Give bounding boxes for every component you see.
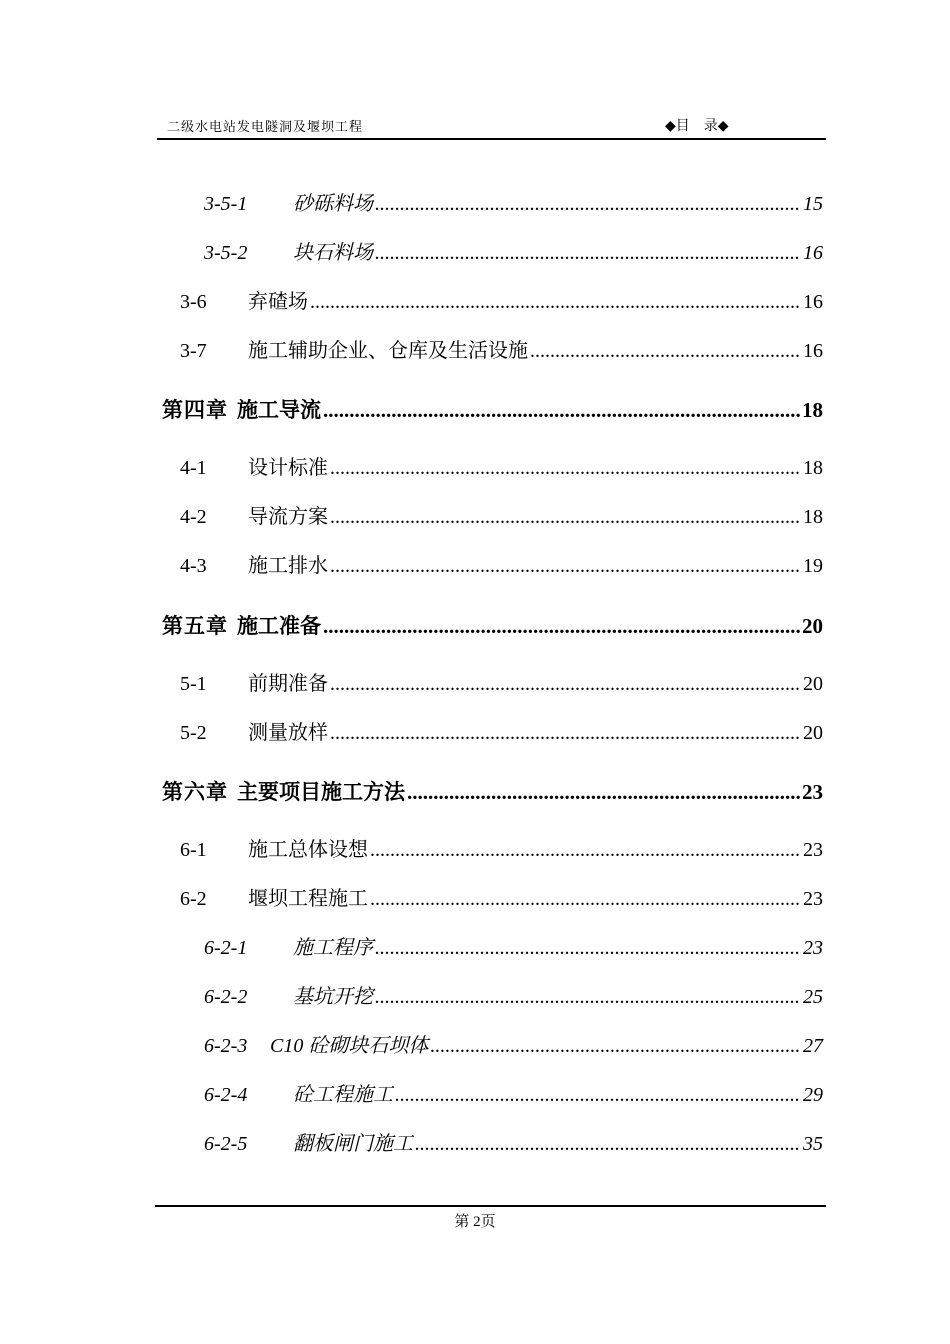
toc-entry[interactable] <box>204 239 823 267</box>
toc-number: 6-2-3 <box>204 1035 248 1057</box>
toc-page: 20 <box>803 673 823 695</box>
toc-chapter-number: 第四章 <box>162 398 228 422</box>
toc-leader <box>375 983 801 1011</box>
toc-entry[interactable] <box>180 670 823 698</box>
toc-leader <box>415 1130 801 1158</box>
toc-leader <box>323 396 800 424</box>
toc-title: 导流方案 <box>248 506 328 528</box>
toc-title: 砂砾料场 <box>293 193 373 215</box>
toc-page: 16 <box>803 291 823 313</box>
toc-number: 4-3 <box>180 555 207 577</box>
toc-number: 3-5-1 <box>204 193 248 215</box>
toc-entry[interactable] <box>180 503 823 531</box>
toc-number: 3-5-2 <box>204 242 248 264</box>
toc-page: 18 <box>803 457 823 479</box>
toc-entry[interactable] <box>204 983 823 1011</box>
toc-title: 施工总体设想 <box>248 839 368 861</box>
toc-number: 3-6 <box>180 291 207 313</box>
toc-entry[interactable] <box>180 552 823 580</box>
toc-leader <box>375 934 801 962</box>
toc-leader <box>330 503 801 531</box>
toc-leader <box>310 288 801 316</box>
toc-leader <box>530 337 801 365</box>
toc-page: 25 <box>803 986 823 1008</box>
toc-number: 6-2-2 <box>204 986 248 1008</box>
toc-page: 23 <box>802 780 823 804</box>
section-label: ◆目 录◆ <box>665 119 729 134</box>
toc-entry[interactable] <box>204 934 823 962</box>
toc-entry[interactable] <box>180 885 823 913</box>
toc-chapter-entry[interactable] <box>162 612 823 640</box>
toc-title: 施工程序 <box>293 937 373 959</box>
toc-page: 23 <box>803 839 823 861</box>
toc-title: 测量放样 <box>248 722 328 744</box>
toc-entry[interactable] <box>180 454 823 482</box>
page-header <box>157 112 826 140</box>
toc-number: 5-1 <box>180 673 207 695</box>
toc-title: 施工排水 <box>248 555 328 577</box>
toc-title: 前期准备 <box>248 673 328 695</box>
toc-page: 16 <box>803 340 823 362</box>
toc-page: 18 <box>802 398 823 422</box>
toc-title: 翻板闸门施工 <box>293 1133 413 1155</box>
toc-title: 砼工程施工 <box>293 1084 393 1106</box>
toc-chapter-entry[interactable] <box>162 778 823 806</box>
toc-page: 15 <box>803 193 823 215</box>
toc-entry[interactable] <box>180 288 823 316</box>
toc-title: 施工导流 <box>237 398 321 422</box>
footer-divider <box>155 1205 826 1207</box>
toc-number: 6-2-5 <box>204 1133 248 1155</box>
toc-page: 35 <box>803 1133 823 1155</box>
toc-leader <box>395 1081 801 1109</box>
toc-entry[interactable] <box>180 337 823 365</box>
toc-chapter-entry[interactable] <box>162 396 823 424</box>
toc-leader <box>370 836 801 864</box>
toc-number: 6-2-1 <box>204 937 248 959</box>
toc-title: C10 砼砌块石坝体 <box>270 1035 429 1057</box>
toc-leader <box>375 239 801 267</box>
toc-title: 基坑开挖 <box>293 986 373 1008</box>
toc-chapter-number: 第五章 <box>162 614 228 638</box>
toc-leader <box>330 670 801 698</box>
toc-page: 19 <box>803 555 823 577</box>
toc-page: 18 <box>803 506 823 528</box>
toc-title: 施工辅助企业、仓库及生活设施 <box>248 340 528 362</box>
toc-title: 施工准备 <box>237 614 321 638</box>
toc-leader <box>430 1032 801 1060</box>
toc-title: 主要项目施工方法 <box>237 780 405 804</box>
toc-entry[interactable] <box>204 190 823 218</box>
toc-page: 23 <box>803 937 823 959</box>
toc-entry[interactable] <box>180 836 823 864</box>
toc-number: 6-2 <box>180 888 207 910</box>
toc-title: 设计标准 <box>248 457 328 479</box>
toc-page: 27 <box>803 1035 823 1057</box>
toc-number: 6-2-4 <box>204 1084 248 1106</box>
toc-leader <box>370 885 801 913</box>
toc-leader <box>330 719 801 747</box>
toc-page: 16 <box>803 242 823 264</box>
toc-title: 堰坝工程施工 <box>248 888 368 910</box>
toc-page: 29 <box>803 1084 823 1106</box>
toc-title: 弃碴场 <box>248 291 308 313</box>
toc-leader <box>330 454 801 482</box>
document-title: 二级水电站发电隧洞及堰坝工程 <box>167 119 364 134</box>
toc-page: 20 <box>802 614 823 638</box>
toc-entry[interactable] <box>180 719 823 747</box>
toc-number: 4-1 <box>180 457 207 479</box>
toc-leader <box>323 612 800 640</box>
toc-number: 5-2 <box>180 722 207 744</box>
toc-chapter-number: 第六章 <box>162 780 228 804</box>
toc-leader <box>407 778 800 806</box>
toc-leader <box>375 190 801 218</box>
toc-number: 3-7 <box>180 340 207 362</box>
toc-entry[interactable] <box>204 1130 823 1158</box>
toc-title: 块石料场 <box>293 242 373 264</box>
toc-number: 4-2 <box>180 506 207 528</box>
toc-number: 6-1 <box>180 839 207 861</box>
toc-page: 23 <box>803 888 823 910</box>
toc-entry[interactable] <box>204 1032 823 1060</box>
toc-page: 20 <box>803 722 823 744</box>
toc-leader <box>330 552 801 580</box>
toc-entry[interactable] <box>204 1081 823 1109</box>
page-number: 第 2页 <box>454 1214 496 1230</box>
